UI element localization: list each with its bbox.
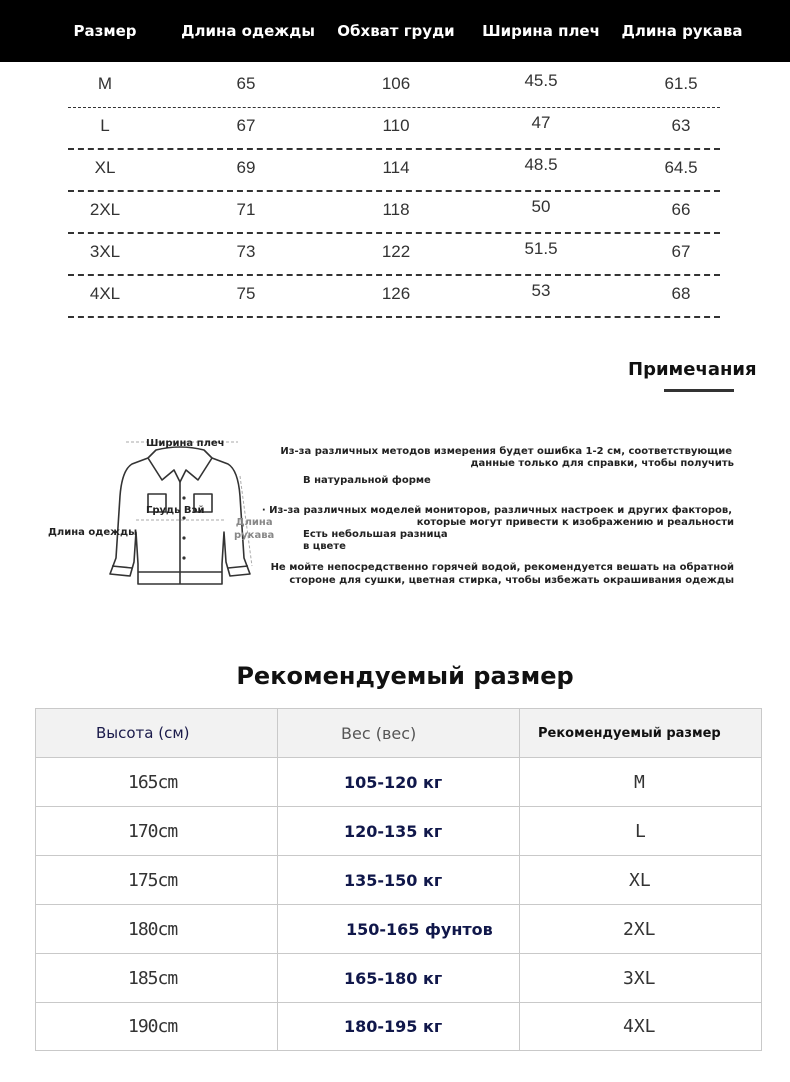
note-line: · Из-за различных моделей мониторов, различных настроек и других факторов, [261, 505, 732, 516]
weight-cell: 150-165 фунтов [346, 919, 493, 939]
height-cell: 190cm [128, 1016, 178, 1037]
row-divider [68, 316, 720, 318]
size-cell: XL [629, 869, 651, 891]
chest-cell: 110 [382, 116, 410, 135]
chest-cell: 114 [382, 158, 410, 177]
size-cell: XL [94, 158, 116, 177]
weight-cell: 180-195 кг [344, 1017, 443, 1036]
height-cell: 185cm [128, 967, 178, 989]
size-cell: 3XL [623, 967, 656, 989]
size-row [0, 66, 790, 108]
note-line: Не мойте непосредственно горячей водой, рекомендуется вешать на обратной [270, 562, 734, 573]
chest-cell: 106 [381, 74, 411, 93]
header-length: Длина одежды [181, 22, 315, 40]
size-row [0, 276, 790, 318]
note-line: В натуральной форме [303, 475, 431, 486]
size-row [0, 192, 790, 234]
header-chest: Обхват груди [337, 22, 455, 40]
length-cell: 75 [236, 284, 256, 303]
diagram-sleeve-label [234, 516, 274, 542]
header-height: Высота (см) [96, 724, 190, 742]
note-line: данные только для справки, чтобы получить [470, 458, 734, 469]
size-row [0, 108, 790, 150]
weight-cell: 105-120 кг [344, 772, 443, 792]
notes-title: Примечания [628, 359, 757, 380]
diagram-length-label: Длина одежды [48, 527, 138, 538]
size-cell: 2XL [623, 918, 656, 940]
size-cell: L [635, 820, 646, 842]
table-row [36, 758, 761, 807]
shoulder-cell: 50 [531, 197, 551, 216]
diagram-sleeve-label-line2: рукава [234, 530, 275, 541]
table-row [36, 905, 761, 954]
chest-cell: 118 [382, 200, 410, 219]
sleeve-cell: 67 [671, 242, 691, 261]
sleeve-cell: 63 [671, 116, 691, 135]
weight-cell: 135-150 кг [344, 870, 443, 890]
sleeve-cell: 68 [671, 284, 691, 303]
weight-cell: 120-135 кг [344, 821, 443, 841]
note-line: стороне для сушки, цветная стирка, чтобы избежать окрашивания одежды [289, 575, 734, 586]
table-row [36, 954, 761, 1003]
recommended-table [35, 708, 762, 1051]
note-line: Из-за различных методов измерения будет ошибка 1-2 см, соответствующие [280, 446, 732, 457]
shoulder-cell: 48.5 [524, 155, 558, 174]
note-line: Есть небольшая разница [303, 529, 448, 540]
recommended-header-row [36, 709, 761, 758]
size-cell: L [100, 116, 110, 135]
note-line: которые могут привести к изображению и реальности [416, 517, 734, 528]
shoulder-cell: 53 [531, 281, 551, 300]
height-cell: 180cm [128, 918, 178, 940]
size-cell: 4XL [623, 1016, 656, 1037]
chest-cell: 122 [381, 242, 411, 261]
column-divider [277, 709, 278, 1050]
size-cell: 4XL [89, 284, 121, 303]
height-cell: 165cm [128, 771, 178, 793]
header-recommended-size: Рекомендуемый размер [538, 725, 721, 741]
header-sleeve: Длина рукава [621, 22, 743, 40]
length-cell: 65 [236, 74, 256, 93]
length-cell: 67 [236, 116, 256, 135]
size-row [0, 234, 790, 276]
shoulder-cell: 47 [531, 113, 551, 132]
size-table-body [0, 62, 790, 314]
column-divider [519, 709, 520, 1050]
table-row [36, 1003, 761, 1051]
header-size: Размер [73, 22, 137, 40]
table-row [36, 856, 761, 905]
sleeve-cell: 61.5 [664, 74, 698, 93]
size-row [0, 150, 790, 192]
size-table-header [0, 0, 790, 62]
height-cell: 170cm [128, 820, 178, 842]
chest-cell: 126 [381, 284, 411, 303]
size-cell: 3XL [89, 242, 121, 261]
diagram-sleeve-label-line1: Длина [235, 517, 273, 528]
table-row [36, 807, 761, 856]
length-cell: 73 [236, 242, 256, 261]
header-shoulder: Ширина плеч [482, 22, 600, 40]
header-weight: Вес (вес) [341, 723, 417, 743]
size-cell: M [97, 74, 113, 93]
diagram-shoulder-label: Ширина плеч [146, 438, 225, 449]
sleeve-cell: 66 [671, 200, 691, 219]
size-cell: 2XL [89, 200, 121, 219]
notes-underline [664, 389, 734, 392]
size-cell: M [634, 771, 645, 793]
recommended-title: Рекомендуемый размер [236, 662, 574, 690]
diagram-chest-label: Грудь Вэй [146, 505, 205, 516]
shoulder-cell: 45.5 [524, 71, 558, 90]
length-cell: 69 [236, 158, 256, 177]
note-line: в цвете [303, 541, 346, 552]
shoulder-cell: 51.5 [524, 239, 558, 258]
height-cell: 175cm [128, 869, 178, 891]
sleeve-cell: 64.5 [664, 158, 698, 177]
weight-cell: 165-180 кг [344, 968, 443, 988]
length-cell: 71 [236, 200, 256, 219]
